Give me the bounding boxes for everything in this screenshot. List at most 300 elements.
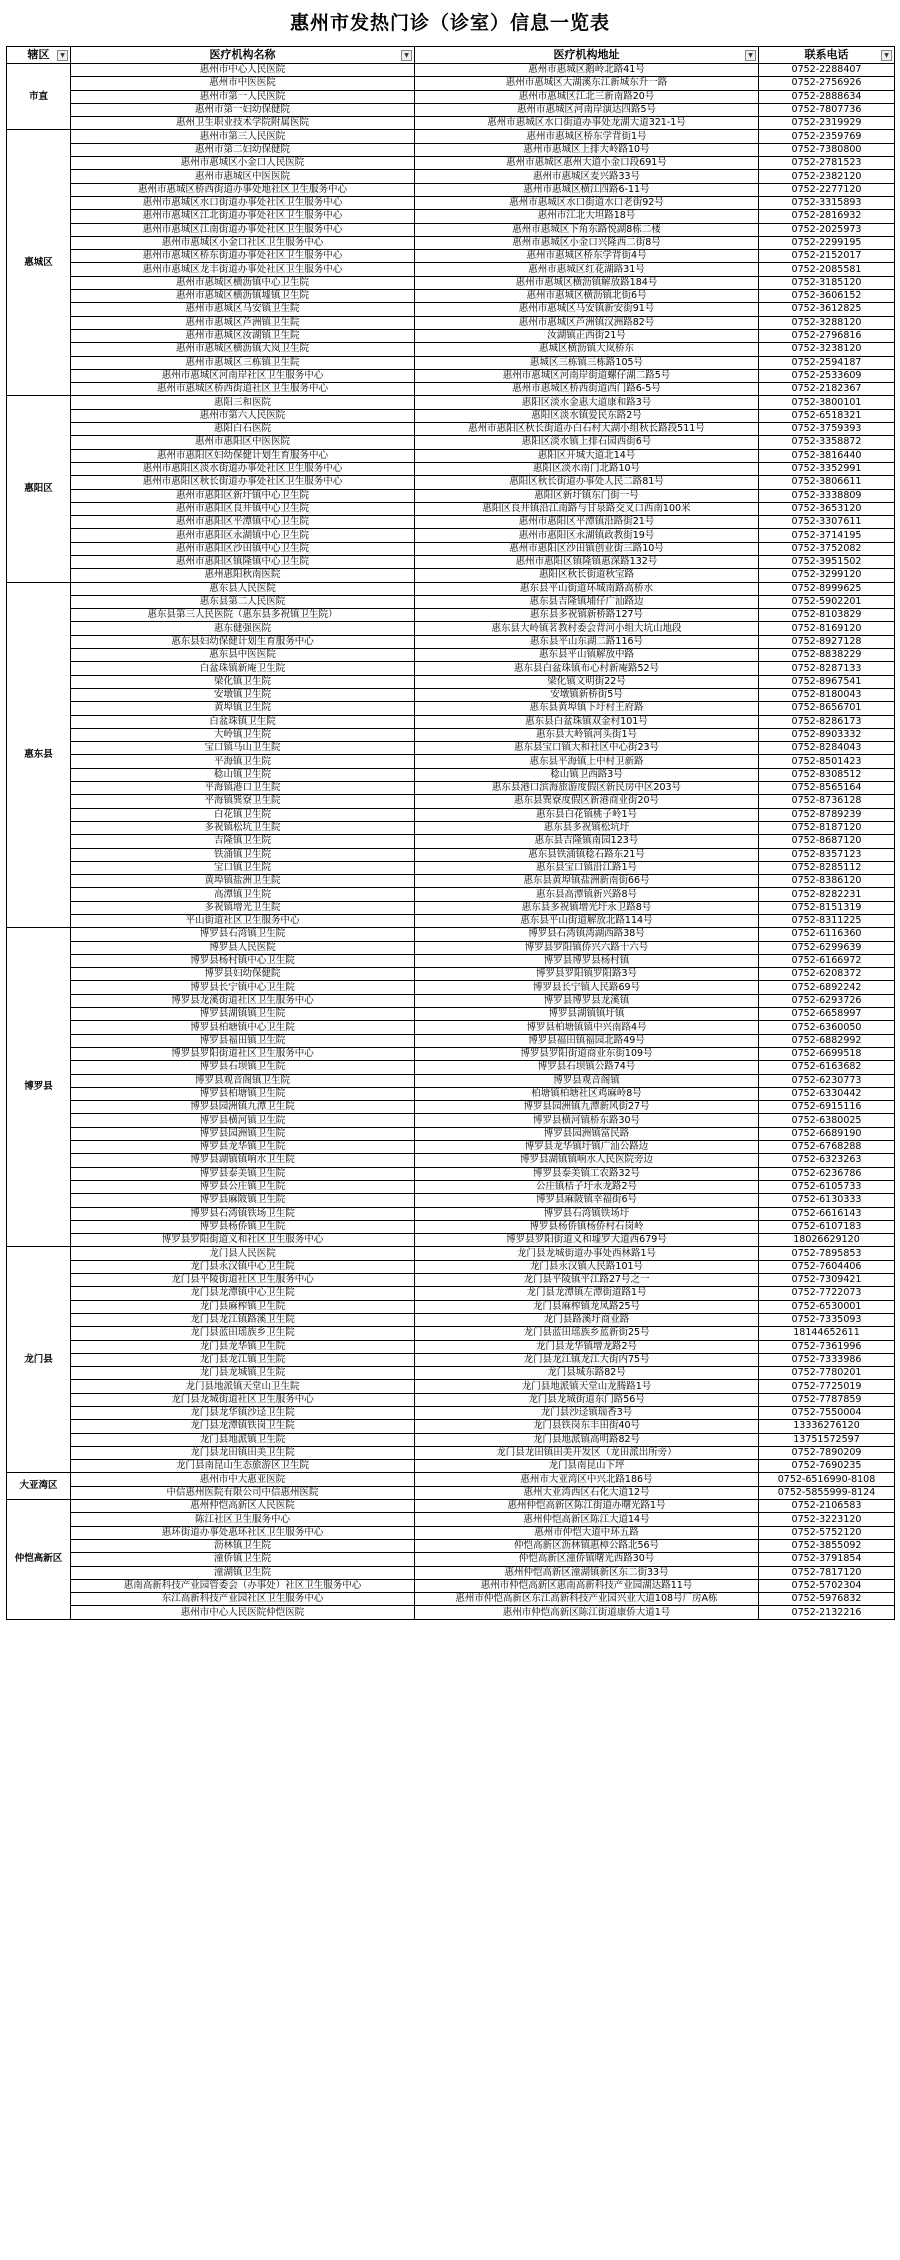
address-cell: 惠州市惠城区惠州大道小金口段691号 bbox=[415, 157, 759, 170]
phone-cell: 0752-6299639 bbox=[759, 941, 895, 954]
phone-cell: 0752-8282231 bbox=[759, 888, 895, 901]
phone-cell: 0752-5702304 bbox=[759, 1579, 895, 1592]
table-row bbox=[7, 1446, 895, 1459]
address-cell: 稔山镇卫西路3号 bbox=[415, 768, 759, 781]
address-cell: 博罗县湖镇镇响水人民医院旁边 bbox=[415, 1154, 759, 1167]
phone-cell: 0752-7550004 bbox=[759, 1406, 895, 1419]
table-row bbox=[7, 821, 895, 834]
address-cell: 惠东县吉隆镇埔仔广汕路边 bbox=[415, 595, 759, 608]
table-row bbox=[7, 848, 895, 861]
name-cell: 惠阳三和医院 bbox=[71, 396, 415, 409]
name-cell: 龙门县龙田镇田美卫生院 bbox=[71, 1446, 415, 1459]
name-cell: 惠州市惠阳区淡水街道办事处社区卫生服务中心 bbox=[71, 462, 415, 475]
phone-cell: 0752-8687120 bbox=[759, 835, 895, 848]
address-cell: 惠州市仲恺高新区惠南高新科技产业园湖达路11号 bbox=[415, 1579, 759, 1592]
phone-cell: 0752-3307611 bbox=[759, 516, 895, 529]
name-cell: 龙门县南昆山生态旅游区卫生院 bbox=[71, 1460, 415, 1473]
address-cell: 博罗县罗阳街道商业东街109号 bbox=[415, 1047, 759, 1060]
table-row bbox=[7, 236, 895, 249]
address-cell: 惠州市惠城区红花湖路31号 bbox=[415, 263, 759, 276]
phone-cell: 0752-5855999-8124 bbox=[759, 1486, 895, 1499]
address-cell: 惠州市惠城区上排大岭路10号 bbox=[415, 143, 759, 156]
table-row bbox=[7, 1061, 895, 1074]
address-cell: 惠东县吉隆镇南园123号 bbox=[415, 835, 759, 848]
name-header-label: 医疗机构名称 bbox=[209, 48, 276, 61]
address-cell: 惠州市惠城区桥西街道西门路6-5号 bbox=[415, 383, 759, 396]
address-cell: 博罗县横河镇桥东路30号 bbox=[415, 1114, 759, 1127]
address-cell: 龙门县龙华镇增龙路2号 bbox=[415, 1340, 759, 1353]
table-row bbox=[7, 64, 895, 77]
table-row bbox=[7, 1593, 895, 1606]
table-row bbox=[7, 1473, 895, 1486]
phone-cell: 0752-3855092 bbox=[759, 1539, 895, 1552]
phone-cell: 0752-2085581 bbox=[759, 263, 895, 276]
table-row bbox=[7, 1180, 895, 1193]
name-cell: 黄埠镇卫生院 bbox=[71, 702, 415, 715]
address-cell: 惠东县黄埠镇下圩村王府路 bbox=[415, 702, 759, 715]
phone-cell: 0752-8903332 bbox=[759, 728, 895, 741]
phone-cell: 0752-6616143 bbox=[759, 1207, 895, 1220]
address-cell: 惠阳区开城大道北14号 bbox=[415, 449, 759, 462]
address-cell: 博罗县园洲镇富民路 bbox=[415, 1127, 759, 1140]
filter-dropdown-icon[interactable]: ▼ bbox=[745, 50, 756, 61]
table-row bbox=[7, 582, 895, 595]
table-row bbox=[7, 1287, 895, 1300]
table-row bbox=[7, 1579, 895, 1592]
table-row bbox=[7, 476, 895, 489]
address-cell: 惠州市惠阳区镇隆镇惠深路132号 bbox=[415, 555, 759, 568]
table-row bbox=[7, 1406, 895, 1419]
table-row bbox=[7, 1207, 895, 1220]
phone-cell: 13336276120 bbox=[759, 1420, 895, 1433]
table-row bbox=[7, 1021, 895, 1034]
address-cell: 惠州市惠城区河南岸演达四路5号 bbox=[415, 103, 759, 116]
phone-cell: 0752-7309421 bbox=[759, 1274, 895, 1287]
address-cell: 惠阳区秋长街道秋宝路 bbox=[415, 569, 759, 582]
name-cell: 惠州市第一妇幼保健院 bbox=[71, 103, 415, 116]
phone-cell: 13751572597 bbox=[759, 1433, 895, 1446]
table-row bbox=[7, 117, 895, 130]
table-row bbox=[7, 356, 895, 369]
address-cell: 博罗县泰美镇工农路32号 bbox=[415, 1167, 759, 1180]
filter-dropdown-icon[interactable]: ▼ bbox=[57, 50, 68, 61]
district-cell: 市直 bbox=[7, 64, 71, 130]
table-row bbox=[7, 808, 895, 821]
table-row bbox=[7, 529, 895, 542]
name-cell: 博罗县石坝镇卫生院 bbox=[71, 1061, 415, 1074]
phone-cell: 0752-8169120 bbox=[759, 622, 895, 635]
address-cell: 惠东县大岭镇河头街1号 bbox=[415, 728, 759, 741]
phone-cell: 0752-8967541 bbox=[759, 675, 895, 688]
filter-dropdown-icon[interactable]: ▼ bbox=[881, 50, 892, 61]
address-cell: 博罗县博罗县龙溪镇 bbox=[415, 994, 759, 1007]
table-row bbox=[7, 1220, 895, 1233]
table-row bbox=[7, 595, 895, 608]
phone-cell: 0752-2888634 bbox=[759, 90, 895, 103]
address-cell: 龙门县平陵镇平江路27号之一 bbox=[415, 1274, 759, 1287]
phone-cell: 0752-8838229 bbox=[759, 649, 895, 662]
address-cell: 博罗县石湾镇湾湖西路38号 bbox=[415, 928, 759, 941]
address-cell: 惠东县多祝镇松坑圩 bbox=[415, 821, 759, 834]
name-cell: 白花镇卫生院 bbox=[71, 808, 415, 821]
name-cell: 惠州市惠阳区镇隆镇中心卫生院 bbox=[71, 555, 415, 568]
phone-cell: 0752-6768288 bbox=[759, 1141, 895, 1154]
name-cell: 龙门县龙华镇沙迳卫生院 bbox=[71, 1406, 415, 1419]
address-cell: 惠州市惠城区马安镇新安街91号 bbox=[415, 303, 759, 316]
phone-cell: 0752-6230773 bbox=[759, 1074, 895, 1087]
name-cell: 惠州市中心人民医院仲恺医院 bbox=[71, 1606, 415, 1619]
table-row bbox=[7, 1460, 895, 1473]
phone-cell: 0752-3358872 bbox=[759, 436, 895, 449]
table-row bbox=[7, 1380, 895, 1393]
table-row bbox=[7, 1566, 895, 1579]
phone-cell: 0752-7725019 bbox=[759, 1380, 895, 1393]
address-cell: 惠东县平山街道解放北路114号 bbox=[415, 915, 759, 928]
name-cell: 陈江社区卫生服务中心 bbox=[71, 1513, 415, 1526]
district-header-label: 辖区 bbox=[27, 48, 50, 61]
address-cell: 龙门县永汉镇人民路101号 bbox=[415, 1260, 759, 1273]
address-cell: 惠东县多祝镇新桥路127号 bbox=[415, 609, 759, 622]
name-cell: 惠东县第二人民医院 bbox=[71, 595, 415, 608]
phone-cell: 0752-8284043 bbox=[759, 742, 895, 755]
address-cell: 龙门县蓝田瑶族乡蓝新街25号 bbox=[415, 1327, 759, 1340]
phone-cell: 0752-8927128 bbox=[759, 635, 895, 648]
name-cell: 博罗县罗阳街道社区卫生服务中心 bbox=[71, 1047, 415, 1060]
name-cell: 龙门县麻榨镇卫生院 bbox=[71, 1300, 415, 1313]
table-row bbox=[7, 994, 895, 1007]
phone-cell: 0752-6689190 bbox=[759, 1127, 895, 1140]
table-row bbox=[7, 1087, 895, 1100]
table-row bbox=[7, 954, 895, 967]
table-row bbox=[7, 383, 895, 396]
name-cell: 惠州市惠城区江北街道办事处社区卫生服务中心 bbox=[71, 210, 415, 223]
table-row bbox=[7, 1127, 895, 1140]
table-row bbox=[7, 941, 895, 954]
name-cell: 龙门县人民医院 bbox=[71, 1247, 415, 1260]
phone-cell: 0752-5902201 bbox=[759, 595, 895, 608]
name-cell: 博罗县石湾镇卫生院 bbox=[71, 928, 415, 941]
table-row bbox=[7, 423, 895, 436]
phone-cell: 0752-7380800 bbox=[759, 143, 895, 156]
table-row bbox=[7, 768, 895, 781]
phone-cell: 0752-2106583 bbox=[759, 1500, 895, 1513]
name-cell: 博罗县柏塘镇卫生院 bbox=[71, 1087, 415, 1100]
address-cell: 惠州市惠阳区沙田镇创业街三路10号 bbox=[415, 542, 759, 555]
name-cell: 博罗县泰美镇卫生院 bbox=[71, 1167, 415, 1180]
phone-cell: 0752-3185120 bbox=[759, 276, 895, 289]
table-row bbox=[7, 143, 895, 156]
name-cell: 惠州市惠城区河南岸社区卫生服务中心 bbox=[71, 369, 415, 382]
header-row bbox=[7, 47, 895, 64]
phone-header bbox=[759, 47, 895, 64]
name-cell: 惠州市惠阳区平潭镇中心卫生院 bbox=[71, 516, 415, 529]
phone-cell: 0752-7787859 bbox=[759, 1393, 895, 1406]
phone-cell: 0752-2533609 bbox=[759, 369, 895, 382]
table-row bbox=[7, 875, 895, 888]
name-cell: 惠州市中心人民医院 bbox=[71, 64, 415, 77]
name-cell: 稔山镇卫生院 bbox=[71, 768, 415, 781]
address-cell: 惠州市惠城区横沥镇解放路184号 bbox=[415, 276, 759, 289]
address-cell: 龙门县城东路82号 bbox=[415, 1367, 759, 1380]
address-cell: 龙门县南昆山下坪 bbox=[415, 1460, 759, 1473]
address-cell: 惠东县白盆珠镇布心村新庵路52号 bbox=[415, 662, 759, 675]
table-row bbox=[7, 516, 895, 529]
name-cell: 东江高新科技产业园社区卫生服务中心 bbox=[71, 1593, 415, 1606]
address-cell: 惠阳区淡水金惠大道康和路3号 bbox=[415, 396, 759, 409]
phone-cell: 0752-2756926 bbox=[759, 77, 895, 90]
address-cell: 惠城区横沥镇大岚桥东 bbox=[415, 343, 759, 356]
table-row bbox=[7, 1553, 895, 1566]
name-cell: 宝口镇马山卫生院 bbox=[71, 742, 415, 755]
phone-cell: 0752-3752082 bbox=[759, 542, 895, 555]
table-row bbox=[7, 436, 895, 449]
phone-cell: 0752-6107183 bbox=[759, 1220, 895, 1233]
table-row bbox=[7, 1047, 895, 1060]
table-row bbox=[7, 542, 895, 555]
name-cell: 惠州市惠城区马安镇卫生院 bbox=[71, 303, 415, 316]
phone-cell: 0752-6116360 bbox=[759, 928, 895, 941]
phone-cell: 0752-2299195 bbox=[759, 236, 895, 249]
name-cell: 龙门县龙潭镇中心卫生院 bbox=[71, 1287, 415, 1300]
address-cell: 博罗县博罗县杨村镇 bbox=[415, 954, 759, 967]
name-cell: 潼湖镇卫生院 bbox=[71, 1566, 415, 1579]
phone-cell: 0752-2288407 bbox=[759, 64, 895, 77]
phone-cell: 0752-3806611 bbox=[759, 476, 895, 489]
table-row bbox=[7, 1606, 895, 1619]
phone-cell: 0752-2594187 bbox=[759, 356, 895, 369]
address-cell: 惠州仲恺高新区陈江街道办曙光路1号 bbox=[415, 1500, 759, 1513]
table-row bbox=[7, 1101, 895, 1114]
table-row bbox=[7, 649, 895, 662]
name-cell: 宝口镇卫生院 bbox=[71, 861, 415, 874]
address-cell: 惠东县港口滨海旅游度假区新民房中区203号 bbox=[415, 782, 759, 795]
address-cell: 汝湖镇正西街21号 bbox=[415, 329, 759, 342]
name-cell: 惠东县第三人民医院（惠东县多祝镇卫生院） bbox=[71, 609, 415, 622]
name-cell: 惠州市惠阳区新圩镇中心卫生院 bbox=[71, 489, 415, 502]
phone-cell: 0752-6293726 bbox=[759, 994, 895, 1007]
name-header bbox=[71, 47, 415, 64]
table-row bbox=[7, 1393, 895, 1406]
name-cell: 惠州仲恺高新区人民医院 bbox=[71, 1500, 415, 1513]
address-cell: 仲恺高新区潼侨镇曙光西路30号 bbox=[415, 1553, 759, 1566]
phone-cell: 0752-6163682 bbox=[759, 1061, 895, 1074]
district-header bbox=[7, 47, 71, 64]
phone-cell: 0752-3653120 bbox=[759, 502, 895, 515]
name-cell: 惠州市中大惠亚医院 bbox=[71, 1473, 415, 1486]
address-cell: 龙门县沙迳镇瑞香3号 bbox=[415, 1406, 759, 1419]
address-cell: 博罗县龙华镇圩镇广汕公路边 bbox=[415, 1141, 759, 1154]
table-row bbox=[7, 343, 895, 356]
phone-cell: 0752-5976832 bbox=[759, 1593, 895, 1606]
name-cell: 博罗县湖镇镇卫生院 bbox=[71, 1008, 415, 1021]
address-cell: 惠州市江北大坦路18号 bbox=[415, 210, 759, 223]
name-cell: 惠州市惠城区小金口人民医院 bbox=[71, 157, 415, 170]
address-cell: 惠阳区淡水镇爱民东路2号 bbox=[415, 409, 759, 422]
name-cell: 惠州市惠阳区秋长街道办事处社区卫生服务中心 bbox=[71, 476, 415, 489]
table-row bbox=[7, 183, 895, 196]
name-cell: 惠州市惠城区汝湖镇卫生院 bbox=[71, 329, 415, 342]
table-row bbox=[7, 968, 895, 981]
table-row bbox=[7, 715, 895, 728]
table-row bbox=[7, 755, 895, 768]
phone-cell: 0752-7807736 bbox=[759, 103, 895, 116]
address-cell: 惠东县多祝镇增光圩永卫路8号 bbox=[415, 901, 759, 914]
phone-cell: 0752-3352991 bbox=[759, 462, 895, 475]
table-row bbox=[7, 276, 895, 289]
name-cell: 博罗县园洲镇九潭卫生院 bbox=[71, 1101, 415, 1114]
address-cell: 惠阳区淡水南门北路10号 bbox=[415, 462, 759, 475]
phone-cell: 18144652611 bbox=[759, 1327, 895, 1340]
address-cell: 惠州市惠城区麦兴路33号 bbox=[415, 170, 759, 183]
phone-cell: 0752-2182367 bbox=[759, 383, 895, 396]
name-cell: 惠州市第二妇幼保健院 bbox=[71, 143, 415, 156]
table-row bbox=[7, 329, 895, 342]
address-cell: 惠城区三栋镇三栋路105号 bbox=[415, 356, 759, 369]
phone-cell: 0752-6236786 bbox=[759, 1167, 895, 1180]
phone-cell: 0752-8308512 bbox=[759, 768, 895, 781]
name-cell: 沥林镇卫生院 bbox=[71, 1539, 415, 1552]
phone-cell: 0752-8501423 bbox=[759, 755, 895, 768]
phone-cell: 0752-6105733 bbox=[759, 1180, 895, 1193]
address-cell: 博罗县杨侨镇杨侨村石岗岭 bbox=[415, 1220, 759, 1233]
phone-cell: 0752-8103829 bbox=[759, 609, 895, 622]
name-cell: 惠州市第一人民医院 bbox=[71, 90, 415, 103]
address-cell: 博罗县观音阁镇 bbox=[415, 1074, 759, 1087]
table-row bbox=[7, 1340, 895, 1353]
table-row bbox=[7, 662, 895, 675]
phone-cell: 0752-8287133 bbox=[759, 662, 895, 675]
table-row bbox=[7, 409, 895, 422]
address-cell: 博罗县湖镇镇圩镇 bbox=[415, 1008, 759, 1021]
table-row bbox=[7, 1074, 895, 1087]
address-cell: 惠东县大岭镇茗教村委会背河小组大坑山地段 bbox=[415, 622, 759, 635]
name-cell: 白盆珠镇新庵卫生院 bbox=[71, 662, 415, 675]
address-cell: 惠州市惠城区下角东路悦湖8栋二楼 bbox=[415, 223, 759, 236]
address-cell: 龙门县龙江镇龙江大街内75号 bbox=[415, 1353, 759, 1366]
name-cell: 惠州卫生职业技术学院附属医院 bbox=[71, 117, 415, 130]
name-cell: 惠州市惠城区中医医院 bbox=[71, 170, 415, 183]
name-cell: 龙门县龙华镇卫生院 bbox=[71, 1340, 415, 1353]
address-cell: 惠州市惠城区芦洲镇汉洲路82号 bbox=[415, 316, 759, 329]
name-cell: 龙门县蓝田瑶族乡卫生院 bbox=[71, 1327, 415, 1340]
filter-dropdown-icon[interactable]: ▼ bbox=[401, 50, 412, 61]
phone-cell: 0752-7722073 bbox=[759, 1287, 895, 1300]
name-cell: 惠州市惠城区小金口社区卫生服务中心 bbox=[71, 236, 415, 249]
address-cell: 博罗县麻陂镇幸福街6号 bbox=[415, 1194, 759, 1207]
phone-cell: 0752-7895853 bbox=[759, 1247, 895, 1260]
table-row bbox=[7, 263, 895, 276]
phone-cell: 0752-8565164 bbox=[759, 782, 895, 795]
name-cell: 惠州市惠城区龙丰街道办事处社区卫生服务中心 bbox=[71, 263, 415, 276]
phone-cell: 0752-3816440 bbox=[759, 449, 895, 462]
phone-cell: 0752-8311225 bbox=[759, 915, 895, 928]
phone-cell: 0752-3951502 bbox=[759, 555, 895, 568]
address-cell: 惠州市惠城区大湖溪东江新城东升一路 bbox=[415, 77, 759, 90]
address-cell: 惠州市惠城区横江四路6-11号 bbox=[415, 183, 759, 196]
name-cell: 惠州市惠城区水口街道办事处社区卫生服务中心 bbox=[71, 196, 415, 209]
table-row bbox=[7, 835, 895, 848]
table-row bbox=[7, 103, 895, 116]
table-row bbox=[7, 1353, 895, 1366]
name-cell: 惠东县中医医院 bbox=[71, 649, 415, 662]
address-cell: 惠东县白盆珠镇双金村101号 bbox=[415, 715, 759, 728]
name-cell: 博罗县龙溪街道社区卫生服务中心 bbox=[71, 994, 415, 1007]
name-cell: 博罗县湖镇镇响水卫生院 bbox=[71, 1154, 415, 1167]
table-row bbox=[7, 622, 895, 635]
table-row bbox=[7, 1234, 895, 1247]
name-cell: 惠州市惠阳区良井镇中心卫生院 bbox=[71, 502, 415, 515]
name-cell: 博罗县石湾镇铁场卫生院 bbox=[71, 1207, 415, 1220]
phone-cell: 0752-3238120 bbox=[759, 343, 895, 356]
name-cell: 惠州市惠城区桥西街道社区卫生服务中心 bbox=[71, 383, 415, 396]
name-cell: 惠阳白石医院 bbox=[71, 423, 415, 436]
phone-cell: 0752-6208372 bbox=[759, 968, 895, 981]
table-row bbox=[7, 396, 895, 409]
phone-cell: 0752-6166972 bbox=[759, 954, 895, 967]
table-row bbox=[7, 290, 895, 303]
phone-cell: 0752-6330442 bbox=[759, 1087, 895, 1100]
table-row bbox=[7, 369, 895, 382]
address-cell: 惠东县高潭镇新兴路8号 bbox=[415, 888, 759, 901]
name-cell: 平海镇港口卫生院 bbox=[71, 782, 415, 795]
name-cell: 博罗县杨侨镇卫生院 bbox=[71, 1220, 415, 1233]
name-cell: 博罗县人民医院 bbox=[71, 941, 415, 954]
name-cell: 惠州市惠城区横沥镇中心卫生院 bbox=[71, 276, 415, 289]
phone-cell: 0752-6516990-8108 bbox=[759, 1473, 895, 1486]
phone-cell: 0752-2319929 bbox=[759, 117, 895, 130]
phone-cell: 0752-3288120 bbox=[759, 316, 895, 329]
address-cell: 柏塘镇柏塘社区鸡麻岭8号 bbox=[415, 1087, 759, 1100]
address-cell: 龙门县龙城街道办事处西林路1号 bbox=[415, 1247, 759, 1260]
table-row bbox=[7, 170, 895, 183]
phone-cell: 0752-6530001 bbox=[759, 1300, 895, 1313]
phone-cell: 0752-2816932 bbox=[759, 210, 895, 223]
table-row bbox=[7, 702, 895, 715]
address-cell: 安墩镇新桥街5号 bbox=[415, 688, 759, 701]
address-cell: 龙门县地派镇高明路82号 bbox=[415, 1433, 759, 1446]
table-row bbox=[7, 489, 895, 502]
name-cell: 惠州市惠阳区中医医院 bbox=[71, 436, 415, 449]
table-row bbox=[7, 303, 895, 316]
phone-cell: 0752-3714195 bbox=[759, 529, 895, 542]
phone-cell: 0752-7890209 bbox=[759, 1446, 895, 1459]
address-cell: 公庄镇桔子圩永龙路2号 bbox=[415, 1180, 759, 1193]
name-cell: 博罗县长宁镇中心卫生院 bbox=[71, 981, 415, 994]
phone-cell: 0752-5752120 bbox=[759, 1526, 895, 1539]
table-row bbox=[7, 1486, 895, 1499]
name-cell: 惠州市第六人民医院 bbox=[71, 409, 415, 422]
name-cell: 博罗县公庄镇卫生院 bbox=[71, 1180, 415, 1193]
address-cell: 惠阳区良井镇沿江南路与甘泉路交叉口西南100米 bbox=[415, 502, 759, 515]
name-cell: 安墩镇卫生院 bbox=[71, 688, 415, 701]
table-row bbox=[7, 555, 895, 568]
address-cell: 龙门县麻榨镇龙凤路25号 bbox=[415, 1300, 759, 1313]
address-cell: 惠州市惠阳区平潭镇沿路街21号 bbox=[415, 516, 759, 529]
phone-cell: 0752-2359769 bbox=[759, 130, 895, 143]
name-cell: 博罗县麻陂镇卫生院 bbox=[71, 1194, 415, 1207]
name-cell: 大岭镇卫生院 bbox=[71, 728, 415, 741]
phone-cell: 0752-6323263 bbox=[759, 1154, 895, 1167]
table-row bbox=[7, 1274, 895, 1287]
table-row bbox=[7, 1300, 895, 1313]
address-cell: 惠州市惠阳区秋长街道办白石村大湖小组秋长路段511号 bbox=[415, 423, 759, 436]
phone-cell: 0752-2025973 bbox=[759, 223, 895, 236]
address-cell: 博罗县柏塘镇镇中兴南路4号 bbox=[415, 1021, 759, 1034]
name-cell: 惠东健强医院 bbox=[71, 622, 415, 635]
phone-cell: 0752-8357123 bbox=[759, 848, 895, 861]
name-cell: 吉隆镇卫生院 bbox=[71, 835, 415, 848]
name-cell: 白盆珠镇卫生院 bbox=[71, 715, 415, 728]
